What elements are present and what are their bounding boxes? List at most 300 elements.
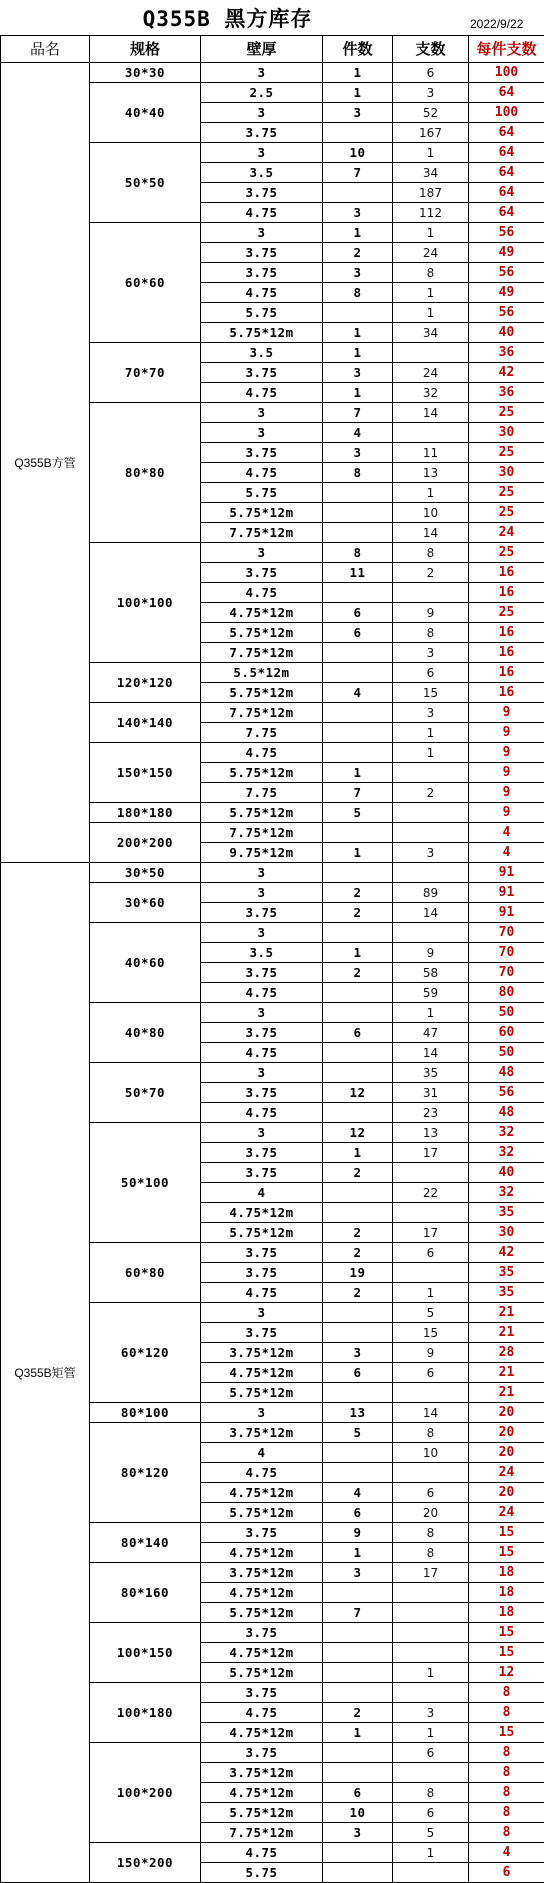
bundle-count-cell: 3 xyxy=(323,443,393,463)
piece-count-cell: 34 xyxy=(393,323,469,343)
piece-count-cell: 1 xyxy=(393,143,469,163)
wall-thickness-cell: 3 xyxy=(201,1303,323,1323)
wall-thickness-cell: 3.75 xyxy=(201,963,323,983)
piece-count-cell: 1 xyxy=(393,743,469,763)
piece-count-cell: 6 xyxy=(393,1363,469,1383)
bundle-count-cell xyxy=(323,1623,393,1643)
piece-count-cell: 9 xyxy=(393,943,469,963)
bundle-count-cell: 1 xyxy=(323,343,393,363)
piece-count-cell: 13 xyxy=(393,1123,469,1143)
pieces-per-bundle-cell: 12 xyxy=(469,1663,544,1683)
spec-cell: 70*70 xyxy=(90,343,201,403)
pieces-per-bundle-cell: 42 xyxy=(469,363,544,383)
wall-thickness-cell: 4.75 xyxy=(201,1043,323,1063)
table-row xyxy=(1,63,544,83)
wall-thickness-cell: 4.75*12m xyxy=(201,1543,323,1563)
spec-cell: 40*80 xyxy=(90,1003,201,1063)
spec-cell: 50*70 xyxy=(90,1063,201,1123)
title-row xyxy=(0,0,544,35)
wall-thickness-cell: 3 xyxy=(201,1123,323,1143)
piece-count-cell: 5 xyxy=(393,1823,469,1843)
wall-thickness-cell: 3.5 xyxy=(201,163,323,183)
piece-count-cell: 10 xyxy=(393,1443,469,1463)
pieces-per-bundle-cell: 70 xyxy=(469,923,544,943)
pieces-per-bundle-cell: 9 xyxy=(469,703,544,723)
bundle-count-cell: 1 xyxy=(323,223,393,243)
wall-thickness-cell: 3.75 xyxy=(201,1323,323,1343)
pieces-per-bundle-cell: 16 xyxy=(469,683,544,703)
piece-count-cell: 14 xyxy=(393,1043,469,1063)
bundle-count-cell: 9 xyxy=(323,1523,393,1543)
piece-count-cell: 10 xyxy=(393,503,469,523)
wall-thickness-cell: 5.75*12m xyxy=(201,503,323,523)
bundle-count-cell xyxy=(323,1663,393,1683)
spec-cell: 30*50 xyxy=(90,863,201,883)
piece-count-cell xyxy=(393,1863,469,1883)
piece-count-cell: 1 xyxy=(393,283,469,303)
spec-cell: 80*140 xyxy=(90,1523,201,1563)
pieces-per-bundle-cell: 100 xyxy=(469,63,544,83)
wall-thickness-cell: 3.75 xyxy=(201,1143,323,1163)
wall-thickness-cell: 4.75*12m xyxy=(201,1203,323,1223)
bundle-count-cell: 3 xyxy=(323,1343,393,1363)
wall-thickness-cell: 5.75*12m xyxy=(201,683,323,703)
pieces-per-bundle-cell: 8 xyxy=(469,1763,544,1783)
piece-count-cell xyxy=(393,823,469,843)
pieces-per-bundle-cell: 91 xyxy=(469,883,544,903)
bundle-count-cell xyxy=(323,1463,393,1483)
pieces-per-bundle-cell: 8 xyxy=(469,1743,544,1763)
pieces-per-bundle-cell: 9 xyxy=(469,763,544,783)
wall-thickness-cell: 3.75 xyxy=(201,1243,323,1263)
pieces-per-bundle-cell: 60 xyxy=(469,1023,544,1043)
piece-count-cell xyxy=(393,1583,469,1603)
piece-count-cell: 13 xyxy=(393,463,469,483)
bundle-count-cell xyxy=(323,483,393,503)
bundle-count-cell xyxy=(323,983,393,1003)
piece-count-cell: 167 xyxy=(393,123,469,143)
wall-thickness-cell: 3.75 xyxy=(201,1623,323,1643)
piece-count-cell: 1 xyxy=(393,1663,469,1683)
bundle-count-cell xyxy=(323,183,393,203)
wall-thickness-cell: 3.5 xyxy=(201,943,323,963)
bundle-count-cell: 2 xyxy=(323,903,393,923)
pieces-per-bundle-cell: 20 xyxy=(469,1483,544,1503)
wall-thickness-cell: 4.75 xyxy=(201,983,323,1003)
piece-count-cell: 47 xyxy=(393,1023,469,1043)
wall-thickness-cell: 7.75*12m xyxy=(201,1823,323,1843)
piece-count-cell xyxy=(393,763,469,783)
spec-cell: 140*140 xyxy=(90,703,201,743)
pieces-per-bundle-cell: 18 xyxy=(469,1563,544,1583)
wall-thickness-cell: 7.75 xyxy=(201,783,323,803)
pieces-per-bundle-cell: 18 xyxy=(469,1603,544,1623)
pieces-per-bundle-cell: 30 xyxy=(469,463,544,483)
bundle-count-cell: 8 xyxy=(323,283,393,303)
wall-thickness-cell: 3 xyxy=(201,1403,323,1423)
piece-count-cell: 31 xyxy=(393,1083,469,1103)
wall-thickness-cell: 5.75 xyxy=(201,303,323,323)
wall-thickness-cell: 4.75 xyxy=(201,1703,323,1723)
wall-thickness-cell: 3 xyxy=(201,63,323,83)
pieces-per-bundle-cell: 20 xyxy=(469,1443,544,1463)
pieces-per-bundle-cell: 8 xyxy=(469,1823,544,1843)
wall-thickness-cell: 7.75*12m xyxy=(201,703,323,723)
spec-cell: 50*100 xyxy=(90,1123,201,1243)
pieces-per-bundle-cell: 64 xyxy=(469,163,544,183)
piece-count-cell: 1 xyxy=(393,1843,469,1863)
bundle-count-cell xyxy=(323,123,393,143)
bundle-count-cell xyxy=(323,583,393,603)
wall-thickness-cell: 4.75 xyxy=(201,1843,323,1863)
pieces-per-bundle-cell: 30 xyxy=(469,423,544,443)
wall-thickness-cell: 7.75*12m xyxy=(201,523,323,543)
bundle-count-cell xyxy=(323,1843,393,1863)
wall-thickness-cell: 4.75*12m xyxy=(201,1363,323,1383)
wall-thickness-cell: 3.75 xyxy=(201,443,323,463)
bundle-count-cell: 6 xyxy=(323,1023,393,1043)
piece-count-cell: 3 xyxy=(393,703,469,723)
pieces-per-bundle-cell: 64 xyxy=(469,203,544,223)
bundle-count-cell: 3 xyxy=(323,1823,393,1843)
wall-thickness-cell: 3.75*12m xyxy=(201,1423,323,1443)
bundle-count-cell xyxy=(323,1203,393,1223)
piece-count-cell xyxy=(393,1203,469,1223)
pieces-per-bundle-cell: 42 xyxy=(469,1243,544,1263)
bundle-count-cell: 4 xyxy=(323,1483,393,1503)
wall-thickness-cell: 9.75*12m xyxy=(201,843,323,863)
bundle-count-cell: 1 xyxy=(323,1723,393,1743)
piece-count-cell xyxy=(393,1623,469,1643)
pieces-per-bundle-cell: 25 xyxy=(469,483,544,503)
wall-thickness-cell: 4.75*12m xyxy=(201,1483,323,1503)
wall-thickness-cell: 3.75 xyxy=(201,363,323,383)
spec-cell: 40*60 xyxy=(90,923,201,1003)
wall-thickness-cell: 4.75*12m xyxy=(201,1723,323,1743)
bundle-count-cell: 6 xyxy=(323,1363,393,1383)
spec-cell: 80*120 xyxy=(90,1423,201,1523)
inventory-table xyxy=(0,35,544,1883)
piece-count-cell: 15 xyxy=(393,683,469,703)
bundle-count-cell xyxy=(323,703,393,723)
header-product-name: 品名 xyxy=(1,36,90,63)
piece-count-cell xyxy=(393,583,469,603)
piece-count-cell: 14 xyxy=(393,1403,469,1423)
piece-count-cell: 3 xyxy=(393,83,469,103)
wall-thickness-cell: 3 xyxy=(201,143,323,163)
bundle-count-cell xyxy=(323,523,393,543)
piece-count-cell: 8 xyxy=(393,263,469,283)
wall-thickness-cell: 4.75 xyxy=(201,1463,323,1483)
bundle-count-cell: 4 xyxy=(323,683,393,703)
wall-thickness-cell: 3.75 xyxy=(201,123,323,143)
pieces-per-bundle-cell: 9 xyxy=(469,743,544,763)
bundle-count-cell: 1 xyxy=(323,1543,393,1563)
piece-count-cell: 58 xyxy=(393,963,469,983)
pieces-per-bundle-cell: 9 xyxy=(469,803,544,823)
bundle-count-cell: 3 xyxy=(323,203,393,223)
wall-thickness-cell: 3.75*12m xyxy=(201,1763,323,1783)
piece-count-cell: 17 xyxy=(393,1563,469,1583)
bundle-count-cell xyxy=(323,663,393,683)
bundle-count-cell: 2 xyxy=(323,1283,393,1303)
spec-cell: 100*180 xyxy=(90,1683,201,1743)
piece-count-cell: 1 xyxy=(393,483,469,503)
wall-thickness-cell: 4.75*12m xyxy=(201,1783,323,1803)
piece-count-cell: 89 xyxy=(393,883,469,903)
piece-count-cell xyxy=(393,423,469,443)
pieces-per-bundle-cell: 35 xyxy=(469,1263,544,1283)
bundle-count-cell: 1 xyxy=(323,843,393,863)
wall-thickness-cell: 4.75 xyxy=(201,1283,323,1303)
piece-count-cell: 24 xyxy=(393,363,469,383)
wall-thickness-cell: 3.75 xyxy=(201,243,323,263)
bundle-count-cell: 1 xyxy=(323,83,393,103)
piece-count-cell: 1 xyxy=(393,1003,469,1023)
pieces-per-bundle-cell: 48 xyxy=(469,1063,544,1083)
spec-cell: 60*60 xyxy=(90,223,201,343)
bundle-count-cell: 7 xyxy=(323,403,393,423)
piece-count-cell: 2 xyxy=(393,783,469,803)
pieces-per-bundle-cell: 91 xyxy=(469,903,544,923)
piece-count-cell xyxy=(393,1463,469,1483)
wall-thickness-cell: 5.75 xyxy=(201,1863,323,1883)
piece-count-cell: 8 xyxy=(393,1523,469,1543)
bundle-count-cell xyxy=(323,1303,393,1323)
piece-count-cell: 3 xyxy=(393,643,469,663)
wall-thickness-cell: 5.75*12m xyxy=(201,803,323,823)
wall-thickness-cell: 3.75 xyxy=(201,1743,323,1763)
bundle-count-cell: 1 xyxy=(323,63,393,83)
wall-thickness-cell: 5.75*12m xyxy=(201,1223,323,1243)
pieces-per-bundle-cell: 56 xyxy=(469,303,544,323)
wall-thickness-cell: 3.5 xyxy=(201,343,323,363)
wall-thickness-cell: 3.75 xyxy=(201,1163,323,1183)
pieces-per-bundle-cell: 64 xyxy=(469,123,544,143)
bundle-count-cell: 5 xyxy=(323,1423,393,1443)
wall-thickness-cell: 3.75 xyxy=(201,183,323,203)
bundle-count-cell: 10 xyxy=(323,1803,393,1823)
pieces-per-bundle-cell: 64 xyxy=(469,83,544,103)
pieces-per-bundle-cell: 20 xyxy=(469,1423,544,1443)
piece-count-cell: 24 xyxy=(393,243,469,263)
wall-thickness-cell: 3 xyxy=(201,403,323,423)
wall-thickness-cell: 5.75*12m xyxy=(201,1603,323,1623)
header-pieces-per-bundle: 每件支数 xyxy=(469,36,544,63)
spec-cell: 180*180 xyxy=(90,803,201,823)
piece-count-cell: 6 xyxy=(393,1743,469,1763)
bundle-count-cell xyxy=(323,823,393,843)
piece-count-cell xyxy=(393,343,469,363)
header-row xyxy=(1,36,544,63)
spec-cell: 30*60 xyxy=(90,883,201,923)
bundle-count-cell xyxy=(323,1683,393,1703)
wall-thickness-cell: 4.75 xyxy=(201,743,323,763)
wall-thickness-cell: 3.75 xyxy=(201,1023,323,1043)
bundle-count-cell xyxy=(323,1103,393,1123)
pieces-per-bundle-cell: 35 xyxy=(469,1203,544,1223)
bundle-count-cell: 12 xyxy=(323,1123,393,1143)
piece-count-cell: 187 xyxy=(393,183,469,203)
bundle-count-cell: 6 xyxy=(323,1503,393,1523)
bundle-count-cell xyxy=(323,1063,393,1083)
piece-count-cell xyxy=(393,1383,469,1403)
piece-count-cell xyxy=(393,863,469,883)
bundle-count-cell xyxy=(323,1643,393,1663)
bundle-count-cell: 2 xyxy=(323,243,393,263)
piece-count-cell: 14 xyxy=(393,403,469,423)
pieces-per-bundle-cell: 4 xyxy=(469,823,544,843)
pieces-per-bundle-cell: 16 xyxy=(469,563,544,583)
piece-count-cell: 22 xyxy=(393,1183,469,1203)
pieces-per-bundle-cell: 8 xyxy=(469,1703,544,1723)
piece-count-cell: 9 xyxy=(393,1343,469,1363)
bundle-count-cell xyxy=(323,503,393,523)
piece-count-cell xyxy=(393,1683,469,1703)
pieces-per-bundle-cell: 16 xyxy=(469,663,544,683)
bundle-count-cell xyxy=(323,1763,393,1783)
wall-thickness-cell: 4.75 xyxy=(201,583,323,603)
header-spec: 规格 xyxy=(90,36,201,63)
piece-count-cell: 23 xyxy=(393,1103,469,1123)
piece-count-cell: 1 xyxy=(393,303,469,323)
bundle-count-cell xyxy=(323,723,393,743)
piece-count-cell xyxy=(393,1763,469,1783)
piece-count-cell: 52 xyxy=(393,103,469,123)
piece-count-cell: 1 xyxy=(393,723,469,743)
pieces-per-bundle-cell: 16 xyxy=(469,623,544,643)
piece-count-cell: 8 xyxy=(393,543,469,563)
wall-thickness-cell: 5.75*12m xyxy=(201,1503,323,1523)
pieces-per-bundle-cell: 64 xyxy=(469,143,544,163)
pieces-per-bundle-cell: 30 xyxy=(469,1223,544,1243)
wall-thickness-cell: 4.75*12m xyxy=(201,1643,323,1663)
sheet-title: Q355B 黑方库存 xyxy=(0,0,455,35)
piece-count-cell: 8 xyxy=(393,623,469,643)
wall-thickness-cell: 3 xyxy=(201,1063,323,1083)
wall-thickness-cell: 5.75*12m xyxy=(201,1383,323,1403)
wall-thickness-cell: 3.75 xyxy=(201,1523,323,1543)
bundle-count-cell: 13 xyxy=(323,1403,393,1423)
bundle-count-cell: 3 xyxy=(323,103,393,123)
pieces-per-bundle-cell: 91 xyxy=(469,863,544,883)
wall-thickness-cell: 3.75 xyxy=(201,263,323,283)
bundle-count-cell xyxy=(323,1443,393,1463)
piece-count-cell: 6 xyxy=(393,1803,469,1823)
spec-cell: 150*200 xyxy=(90,1843,201,1883)
piece-count-cell: 8 xyxy=(393,1423,469,1443)
pieces-per-bundle-cell: 16 xyxy=(469,583,544,603)
piece-count-cell xyxy=(393,1603,469,1623)
bundle-count-cell xyxy=(323,743,393,763)
pieces-per-bundle-cell: 50 xyxy=(469,1043,544,1063)
wall-thickness-cell: 3.75 xyxy=(201,563,323,583)
spec-cell: 80*160 xyxy=(90,1563,201,1623)
piece-count-cell: 5 xyxy=(393,1303,469,1323)
wall-thickness-cell: 3.75 xyxy=(201,1683,323,1703)
bundle-count-cell: 2 xyxy=(323,883,393,903)
product-name-cell: Q355B矩管 xyxy=(1,863,90,1883)
wall-thickness-cell: 3 xyxy=(201,103,323,123)
spec-cell: 200*200 xyxy=(90,823,201,863)
bundle-count-cell: 7 xyxy=(323,1603,393,1623)
bundle-count-cell: 1 xyxy=(323,323,393,343)
bundle-count-cell xyxy=(323,1043,393,1063)
pieces-per-bundle-cell: 25 xyxy=(469,503,544,523)
piece-count-cell: 3 xyxy=(393,1703,469,1723)
piece-count-cell: 14 xyxy=(393,523,469,543)
wall-thickness-cell: 5.75*12m xyxy=(201,1663,323,1683)
wall-thickness-cell: 3 xyxy=(201,883,323,903)
piece-count-cell: 8 xyxy=(393,1783,469,1803)
wall-thickness-cell: 4.75*12m xyxy=(201,1583,323,1603)
bundle-count-cell: 8 xyxy=(323,463,393,483)
bundle-count-cell: 3 xyxy=(323,363,393,383)
spec-cell: 60*80 xyxy=(90,1243,201,1303)
pieces-per-bundle-cell: 4 xyxy=(469,843,544,863)
pieces-per-bundle-cell: 49 xyxy=(469,243,544,263)
bundle-count-cell: 3 xyxy=(323,1563,393,1583)
bundle-count-cell: 5 xyxy=(323,803,393,823)
wall-thickness-cell: 3 xyxy=(201,543,323,563)
wall-thickness-cell: 7.75*12m xyxy=(201,643,323,663)
pieces-per-bundle-cell: 15 xyxy=(469,1723,544,1743)
pieces-per-bundle-cell: 70 xyxy=(469,943,544,963)
piece-count-cell xyxy=(393,1643,469,1663)
wall-thickness-cell: 5.75 xyxy=(201,483,323,503)
piece-count-cell: 9 xyxy=(393,603,469,623)
bundle-count-cell: 7 xyxy=(323,783,393,803)
wall-thickness-cell: 4 xyxy=(201,1443,323,1463)
pieces-per-bundle-cell: 6 xyxy=(469,1863,544,1883)
pieces-per-bundle-cell: 25 xyxy=(469,603,544,623)
pieces-per-bundle-cell: 56 xyxy=(469,1083,544,1103)
wall-thickness-cell: 5.5*12m xyxy=(201,663,323,683)
pieces-per-bundle-cell: 20 xyxy=(469,1403,544,1423)
bundle-count-cell xyxy=(323,1583,393,1603)
pieces-per-bundle-cell: 25 xyxy=(469,403,544,423)
bundle-count-cell: 2 xyxy=(323,963,393,983)
spec-cell: 80*100 xyxy=(90,1403,201,1423)
bundle-count-cell xyxy=(323,1183,393,1203)
bundle-count-cell: 2 xyxy=(323,1243,393,1263)
bundle-count-cell: 1 xyxy=(323,943,393,963)
piece-count-cell: 59 xyxy=(393,983,469,1003)
spec-cell: 150*150 xyxy=(90,743,201,803)
pieces-per-bundle-cell: 100 xyxy=(469,103,544,123)
bundle-count-cell: 19 xyxy=(323,1263,393,1283)
wall-thickness-cell: 3.75*12m xyxy=(201,1343,323,1363)
pieces-per-bundle-cell: 21 xyxy=(469,1323,544,1343)
header-wall-thickness: 壁厚 xyxy=(201,36,323,63)
piece-count-cell: 112 xyxy=(393,203,469,223)
wall-thickness-cell: 3 xyxy=(201,223,323,243)
wall-thickness-cell: 4.75 xyxy=(201,383,323,403)
bundle-count-cell xyxy=(323,1323,393,1343)
wall-thickness-cell: 3 xyxy=(201,1003,323,1023)
wall-thickness-cell: 4.75*12m xyxy=(201,603,323,623)
piece-count-cell: 11 xyxy=(393,443,469,463)
pieces-per-bundle-cell: 18 xyxy=(469,1583,544,1603)
pieces-per-bundle-cell: 4 xyxy=(469,1843,544,1863)
bundle-count-cell: 2 xyxy=(323,1163,393,1183)
pieces-per-bundle-cell: 21 xyxy=(469,1363,544,1383)
piece-count-cell xyxy=(393,803,469,823)
bundle-count-cell: 7 xyxy=(323,163,393,183)
header-piece-count: 支数 xyxy=(393,36,469,63)
bundle-count-cell xyxy=(323,303,393,323)
wall-thickness-cell: 3 xyxy=(201,923,323,943)
